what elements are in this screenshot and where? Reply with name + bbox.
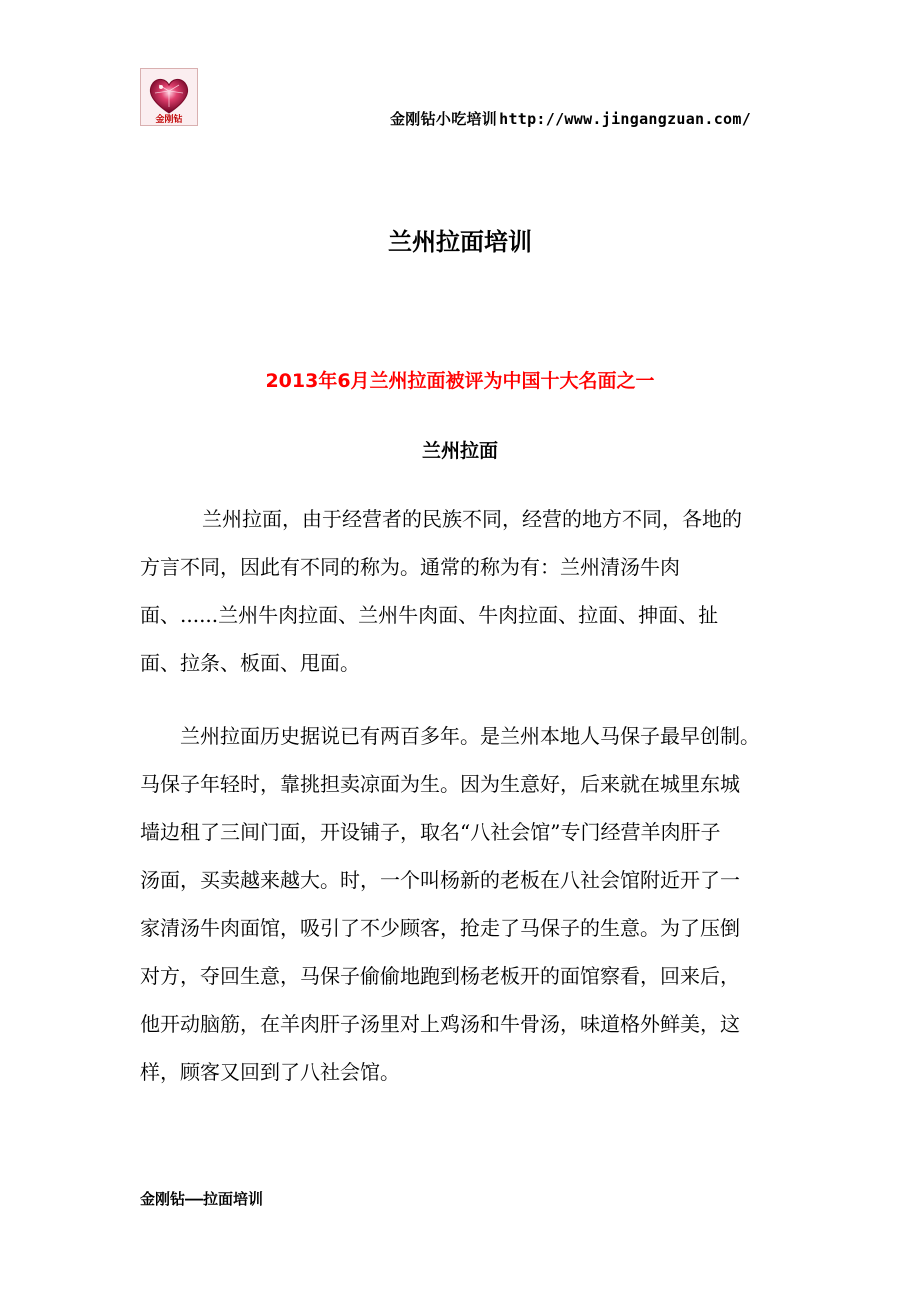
paragraph-1-line: 面、......兰州牛肉拉面、兰州牛肉面、牛肉拉面、拉面、抻面、扯: [140, 603, 719, 627]
paragraph-2-line: 兰州拉面历史据说已有两百多年。是兰州本地人马保子最早创制。: [180, 724, 760, 748]
diamond-heart-icon: [141, 69, 197, 125]
paragraph-1: [140, 495, 790, 687]
section-heading: 兰州拉面: [421, 440, 498, 462]
paragraph-2-line: 汤面，买卖越来越大。时，一个叫杨新的老板在八社会馆附近开了一: [140, 868, 740, 892]
header-url[interactable]: http://www.jingangzuan.com/: [499, 110, 752, 128]
document-subtitle: 2013年6月兰州拉面被评为中国十大名面之一: [265, 370, 655, 392]
paragraph-2-line: 马保子年轻时，靠挑担卖凉面为生。因为生意好，后来就在城里东城: [140, 772, 740, 796]
paragraph-2-line: 墙边租了三间门面，开设铺子，取名“八社会馆”专门经营羊肉肝子: [140, 820, 721, 844]
header-brand-line: [390, 108, 751, 129]
page-footer: 金刚钻——拉面培训: [140, 1190, 264, 1208]
paragraph-2-line: 对方，夺回生意，马保子偷偷地跑到杨老板开的面馆察看，回来后，: [140, 964, 740, 988]
brand-logo: [140, 68, 198, 126]
paragraph-2-line: 家清汤牛肉面馆，吸引了不少顾客，抢走了马保子的生意。为了压倒: [140, 916, 740, 940]
paragraph-1-line: 面、拉条、板面、甩面。: [140, 651, 360, 675]
header-brand: 金刚钻小吃培训: [390, 110, 498, 128]
paragraph-2-line: 样，顾客又回到了八社会馆。: [140, 1060, 400, 1084]
paragraph-2-line: 他开动脑筋，在羊肉肝子汤里对上鸡汤和牛骨汤，味道格外鲜美，这: [140, 1012, 740, 1036]
logo-text: 金刚钻: [155, 115, 183, 125]
paragraph-2: [140, 712, 790, 1096]
document-title: 兰州拉面培训: [388, 228, 532, 256]
paragraph-1-line: 方言不同，因此有不同的称为。通常的称为有：兰州清汤牛肉: [140, 555, 680, 579]
paragraph-1-line: 兰州拉面，由于经营者的民族不同，经营的地方不同，各地的: [202, 507, 742, 531]
